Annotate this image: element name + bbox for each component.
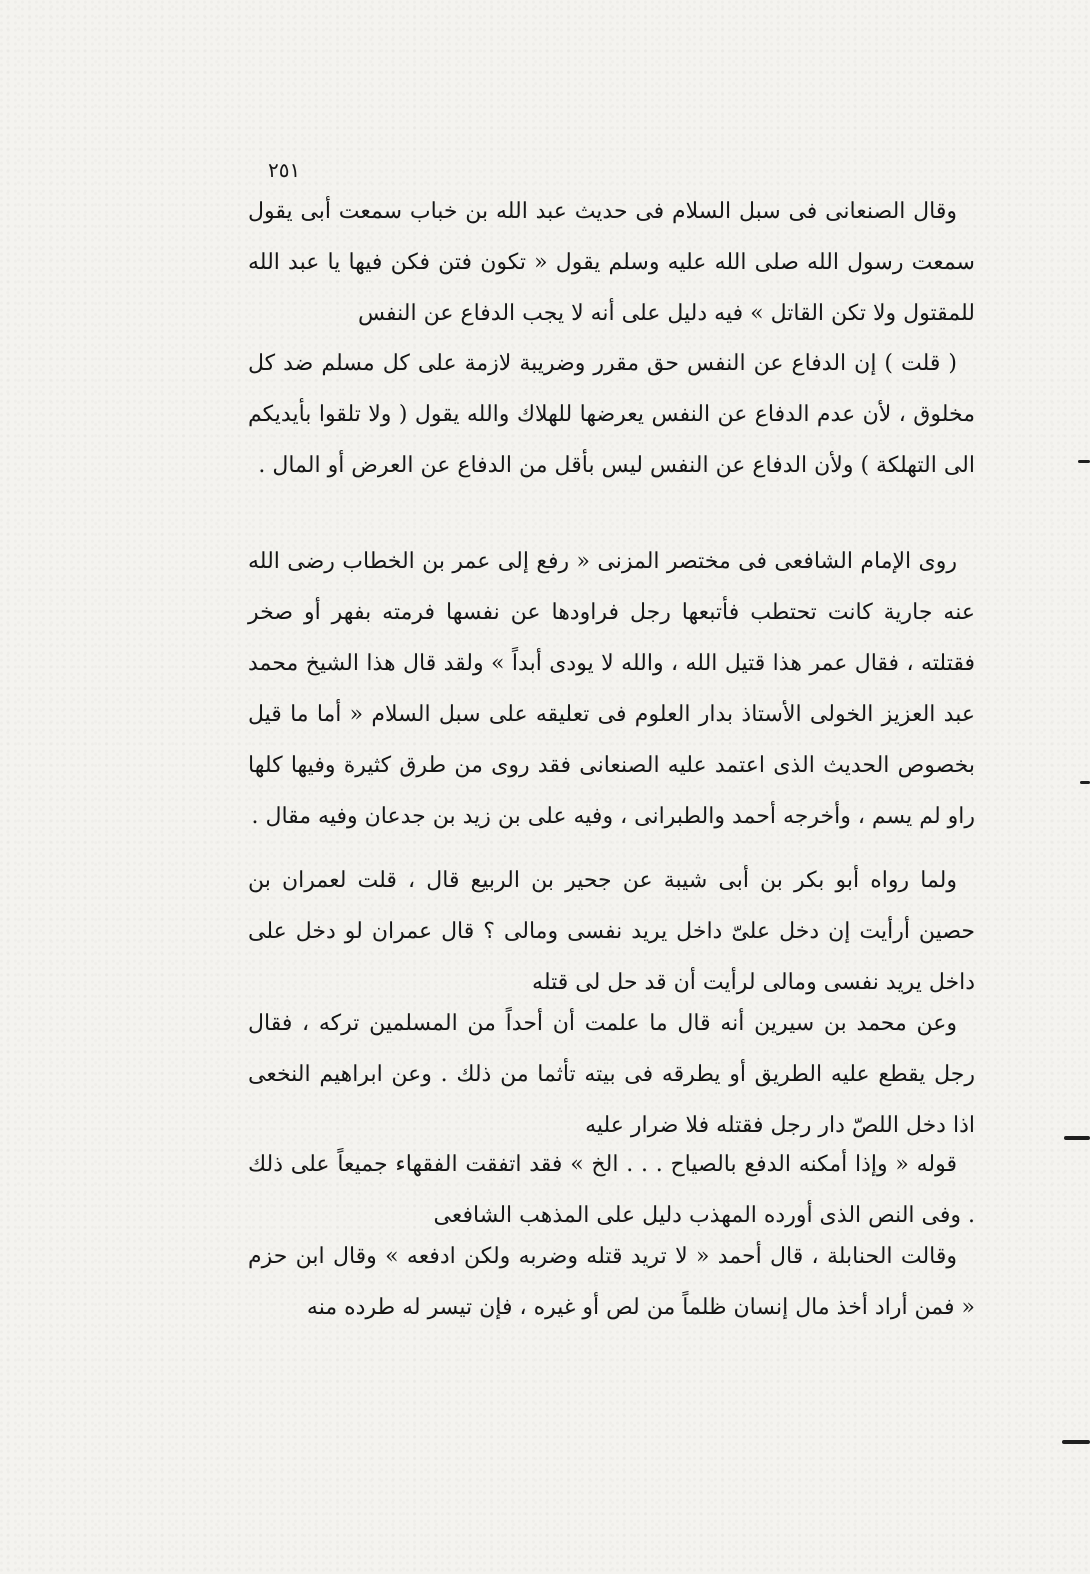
- paragraph-1: وقال الصنعانى فى سبل السلام فى حديث عبد الله بن خباب سمعت أبى يقول سمعت رسول الله صلى الله عليه وسلم يقول « تكون فتن فكن فيها يا عبد الله للمقتول ولا تكن القاتل » فيه دليل على أنه لا يجب الدفاع عن النفس: [248, 199, 975, 326]
- scan-edge-mark: [1064, 1136, 1090, 1140]
- paragraph-3: روى الإمام الشافعى فى مختصر المزنى « رفع إلى عمر بن الخطاب رضى الله عنه جارية كانت تحتطب فأتبعها رجل فراودها عن نفسها فرمته بفهر أو صخر فقتلته ، فقال عمر هذا قتيل الله ، والله لا يودى أبداً » ولقد قال هذا الشيخ محمد عبد العزيز الخولى الأستاذ بدار العلوم فى تعليقه على سبل السلام « أما ما قيل بخصوص الحديث الذى اعتمد عليه الصنعانى فقد روى من طرق كثيرة وفيها كلها راو لم يسم ، وأخرجه أحمد والطبرانى ، وفيه على بن زيد بن جدعان وفيه مقال .: [248, 549, 975, 829]
- scan-edge-mark: [1080, 781, 1090, 784]
- paragraph-7: وقالت الحنابلة ، قال أحمد « لا تريد قتله وضربه ولكن ادفعه » وقال ابن حزم « فمن أراد أخذ مال إنسان ظلماً من لص أو غيره ، فإن تيسر له طرده منه: [248, 1244, 975, 1320]
- paragraph-2: ( قلت ) إن الدفاع عن النفس حق مقرر وضريبة لازمة على كل مسلم ضد كل مخلوق ، لأن عدم الدفاع عن النفس يعرضها للهلاك والله يقول ( ولا تلقوا بأيديكم الى التهلكة ) ولأن الدفاع عن النفس ليس بأقل من الدفاع عن العرض أو المال .: [248, 351, 975, 478]
- paragraph-5: وعن محمد بن سيرين أنه قال ما علمت أن أحداً من المسلمين تركه ، فقال رجل يقطع عليه الطريق أو يطرقه فى بيته تأثما من ذلك . وعن ابراهيم النخعى اذا دخل اللصّ دار رجل فقتله فلا ضرار عليه: [248, 1011, 975, 1138]
- paragraph-4: ولما رواه أبو بكر بن أبى شيبة عن جحير بن الربيع قال ، قلت لعمران بن حصين أرأيت إن دخل علىّ داخل يريد نفسى ومالى ؟ قال عمران لو دخل على داخل يريد نفسى ومالى لرأيت أن قد حل لى قتله: [248, 868, 975, 995]
- scan-edge-mark: [1078, 460, 1090, 463]
- page-number: ٢٥١: [268, 158, 301, 182]
- paragraph-6: قوله « وإذا أمكنه الدفع بالصياح . . . الخ » فقد اتفقت الفقهاء جميعاً على ذلك . وفى النص الذى أورده المهذب دليل على المذهب الشافعى: [248, 1152, 975, 1228]
- scan-edge-mark: [1062, 1440, 1090, 1444]
